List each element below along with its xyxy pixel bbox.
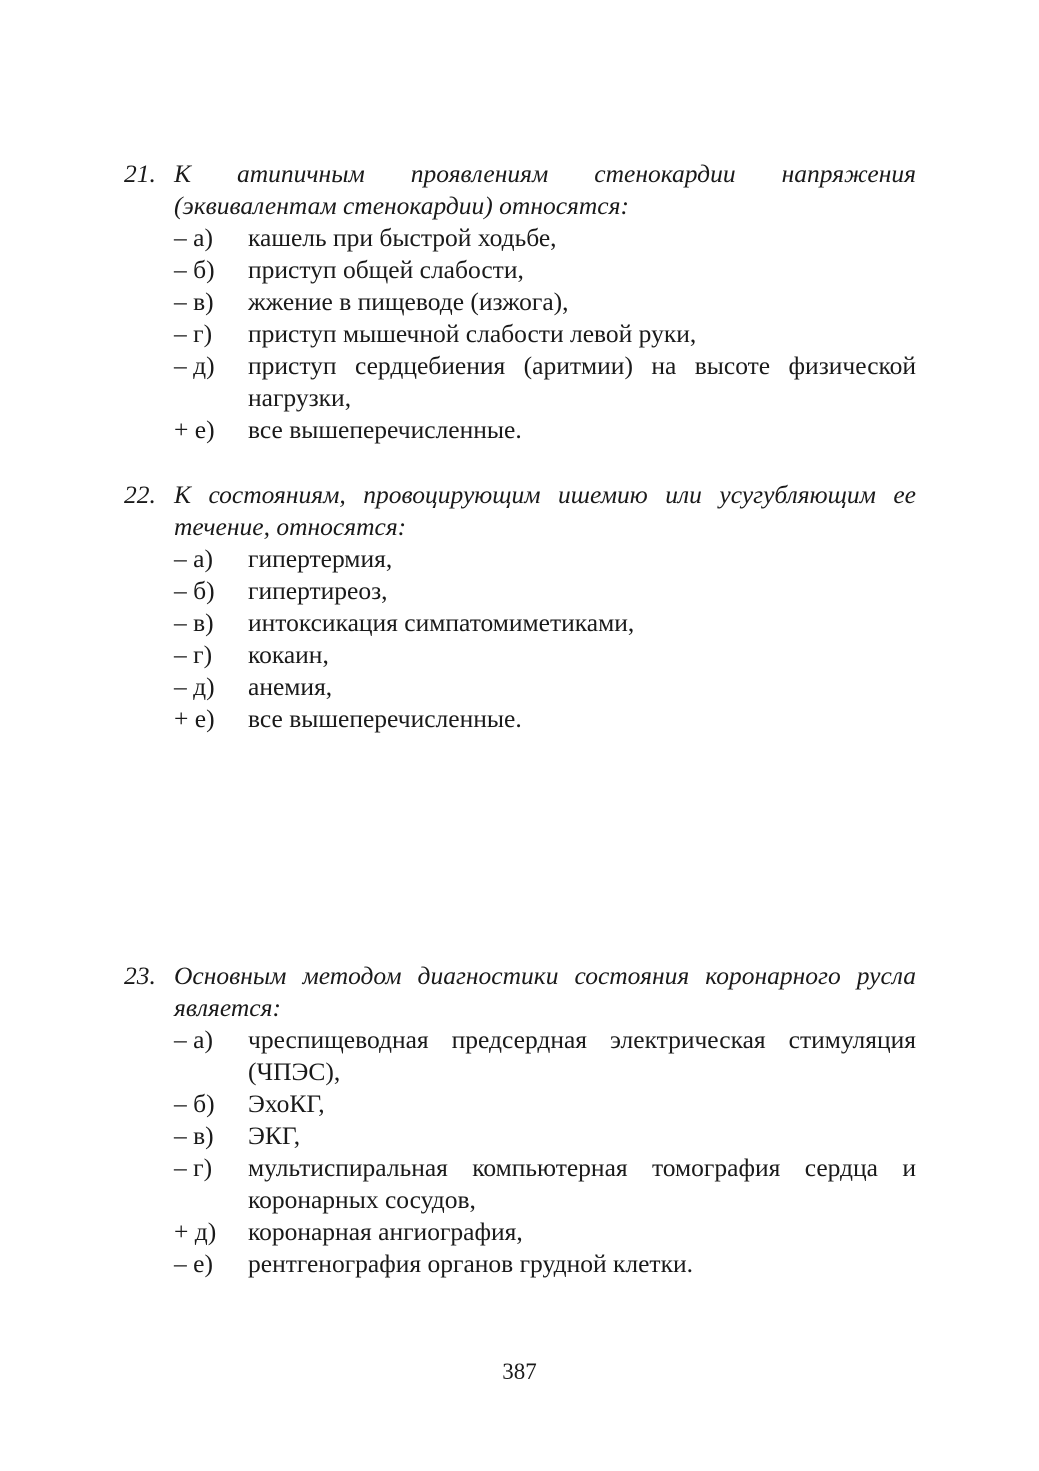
option-marker: – а)	[174, 223, 213, 252]
answer-option	[174, 671, 916, 703]
answer-option	[174, 286, 916, 318]
option-text: чреспищеводная предсердная электрическая стимуляция (ЧПЭС),	[248, 1025, 916, 1086]
option-text: все вышеперечисленные.	[248, 415, 522, 444]
question-text: К состояниям, провоцирующим ишемию или усугубляющим ее течение, относятся:	[174, 480, 916, 541]
answer-option	[174, 1248, 916, 1280]
option-text: анемия,	[248, 672, 333, 701]
option-marker: + е)	[174, 415, 215, 444]
answer-option	[174, 607, 916, 639]
answer-option-correct	[174, 703, 916, 735]
option-text: жжение в пищеводе (изжога),	[248, 287, 569, 316]
option-marker: – а)	[174, 544, 213, 573]
question-text: К атипичным проявлениям стенокардии напряжения (эквивалентам стенокардии) относятся:	[174, 159, 916, 220]
page-number: 387	[502, 1359, 537, 1384]
answer-option	[174, 318, 916, 350]
option-text: приступ сердцебиения (аритмии) на высоте физической нагрузки,	[248, 351, 916, 412]
answer-options	[124, 1024, 916, 1280]
option-text: приступ общей слабости,	[248, 255, 524, 284]
option-marker: – г)	[174, 319, 213, 348]
question-number: 23.	[124, 961, 156, 990]
answer-option	[174, 543, 916, 575]
question-header	[124, 960, 916, 1024]
question-21	[124, 158, 916, 446]
option-text: гипертиреоз,	[248, 576, 388, 605]
answer-option	[174, 639, 916, 671]
option-marker: – г)	[174, 640, 213, 669]
answer-option	[174, 1120, 916, 1152]
option-text: кашель при быстрой ходьбе,	[248, 223, 557, 252]
answer-option	[174, 350, 916, 414]
option-text: ЭхоКГ,	[248, 1089, 325, 1118]
option-text: все вышеперечисленные.	[248, 704, 522, 733]
option-marker: – в)	[174, 1121, 214, 1150]
question-23	[124, 960, 916, 1280]
answer-option-correct	[174, 1216, 916, 1248]
option-marker: – а)	[174, 1025, 213, 1054]
option-marker: + д)	[174, 1217, 217, 1246]
option-marker: – в)	[174, 608, 214, 637]
option-text: интоксикация симпатомиметиками,	[248, 608, 635, 637]
question-number: 22.	[124, 480, 156, 509]
option-marker: – б)	[174, 1089, 215, 1118]
answer-option	[174, 1024, 916, 1088]
option-marker: – д)	[174, 672, 215, 701]
option-text: приступ мышечной слабости левой руки,	[248, 319, 697, 348]
option-marker: – д)	[174, 351, 215, 380]
option-text: гипертермия,	[248, 544, 393, 573]
option-text: мультиспиральная компьютерная томография сердца и коронарных сосудов,	[248, 1153, 916, 1214]
option-text: коронарная ангиография,	[248, 1217, 523, 1246]
question-text: Основным методом диагностики состояния коронарного русла является:	[174, 961, 916, 1022]
answer-option	[174, 1152, 916, 1216]
option-marker: + е)	[174, 704, 215, 733]
answer-option	[174, 254, 916, 286]
question-number: 21.	[124, 159, 156, 188]
option-text: рентгенография органов грудной клетки.	[248, 1249, 693, 1278]
option-marker: – б)	[174, 255, 215, 284]
answer-option	[174, 222, 916, 254]
answer-option	[174, 1088, 916, 1120]
answer-option-correct	[174, 414, 916, 446]
option-text: ЭКГ,	[248, 1121, 301, 1150]
question-header	[124, 158, 916, 222]
question-header	[124, 479, 916, 543]
option-marker: – е)	[174, 1249, 213, 1278]
option-marker: – г)	[174, 1153, 213, 1182]
answer-options	[124, 543, 916, 735]
answer-options	[124, 222, 916, 446]
option-marker: – в)	[174, 287, 214, 316]
answer-option	[174, 575, 916, 607]
option-text: кокаин,	[248, 640, 329, 669]
question-22	[124, 479, 916, 735]
option-marker: – б)	[174, 576, 215, 605]
